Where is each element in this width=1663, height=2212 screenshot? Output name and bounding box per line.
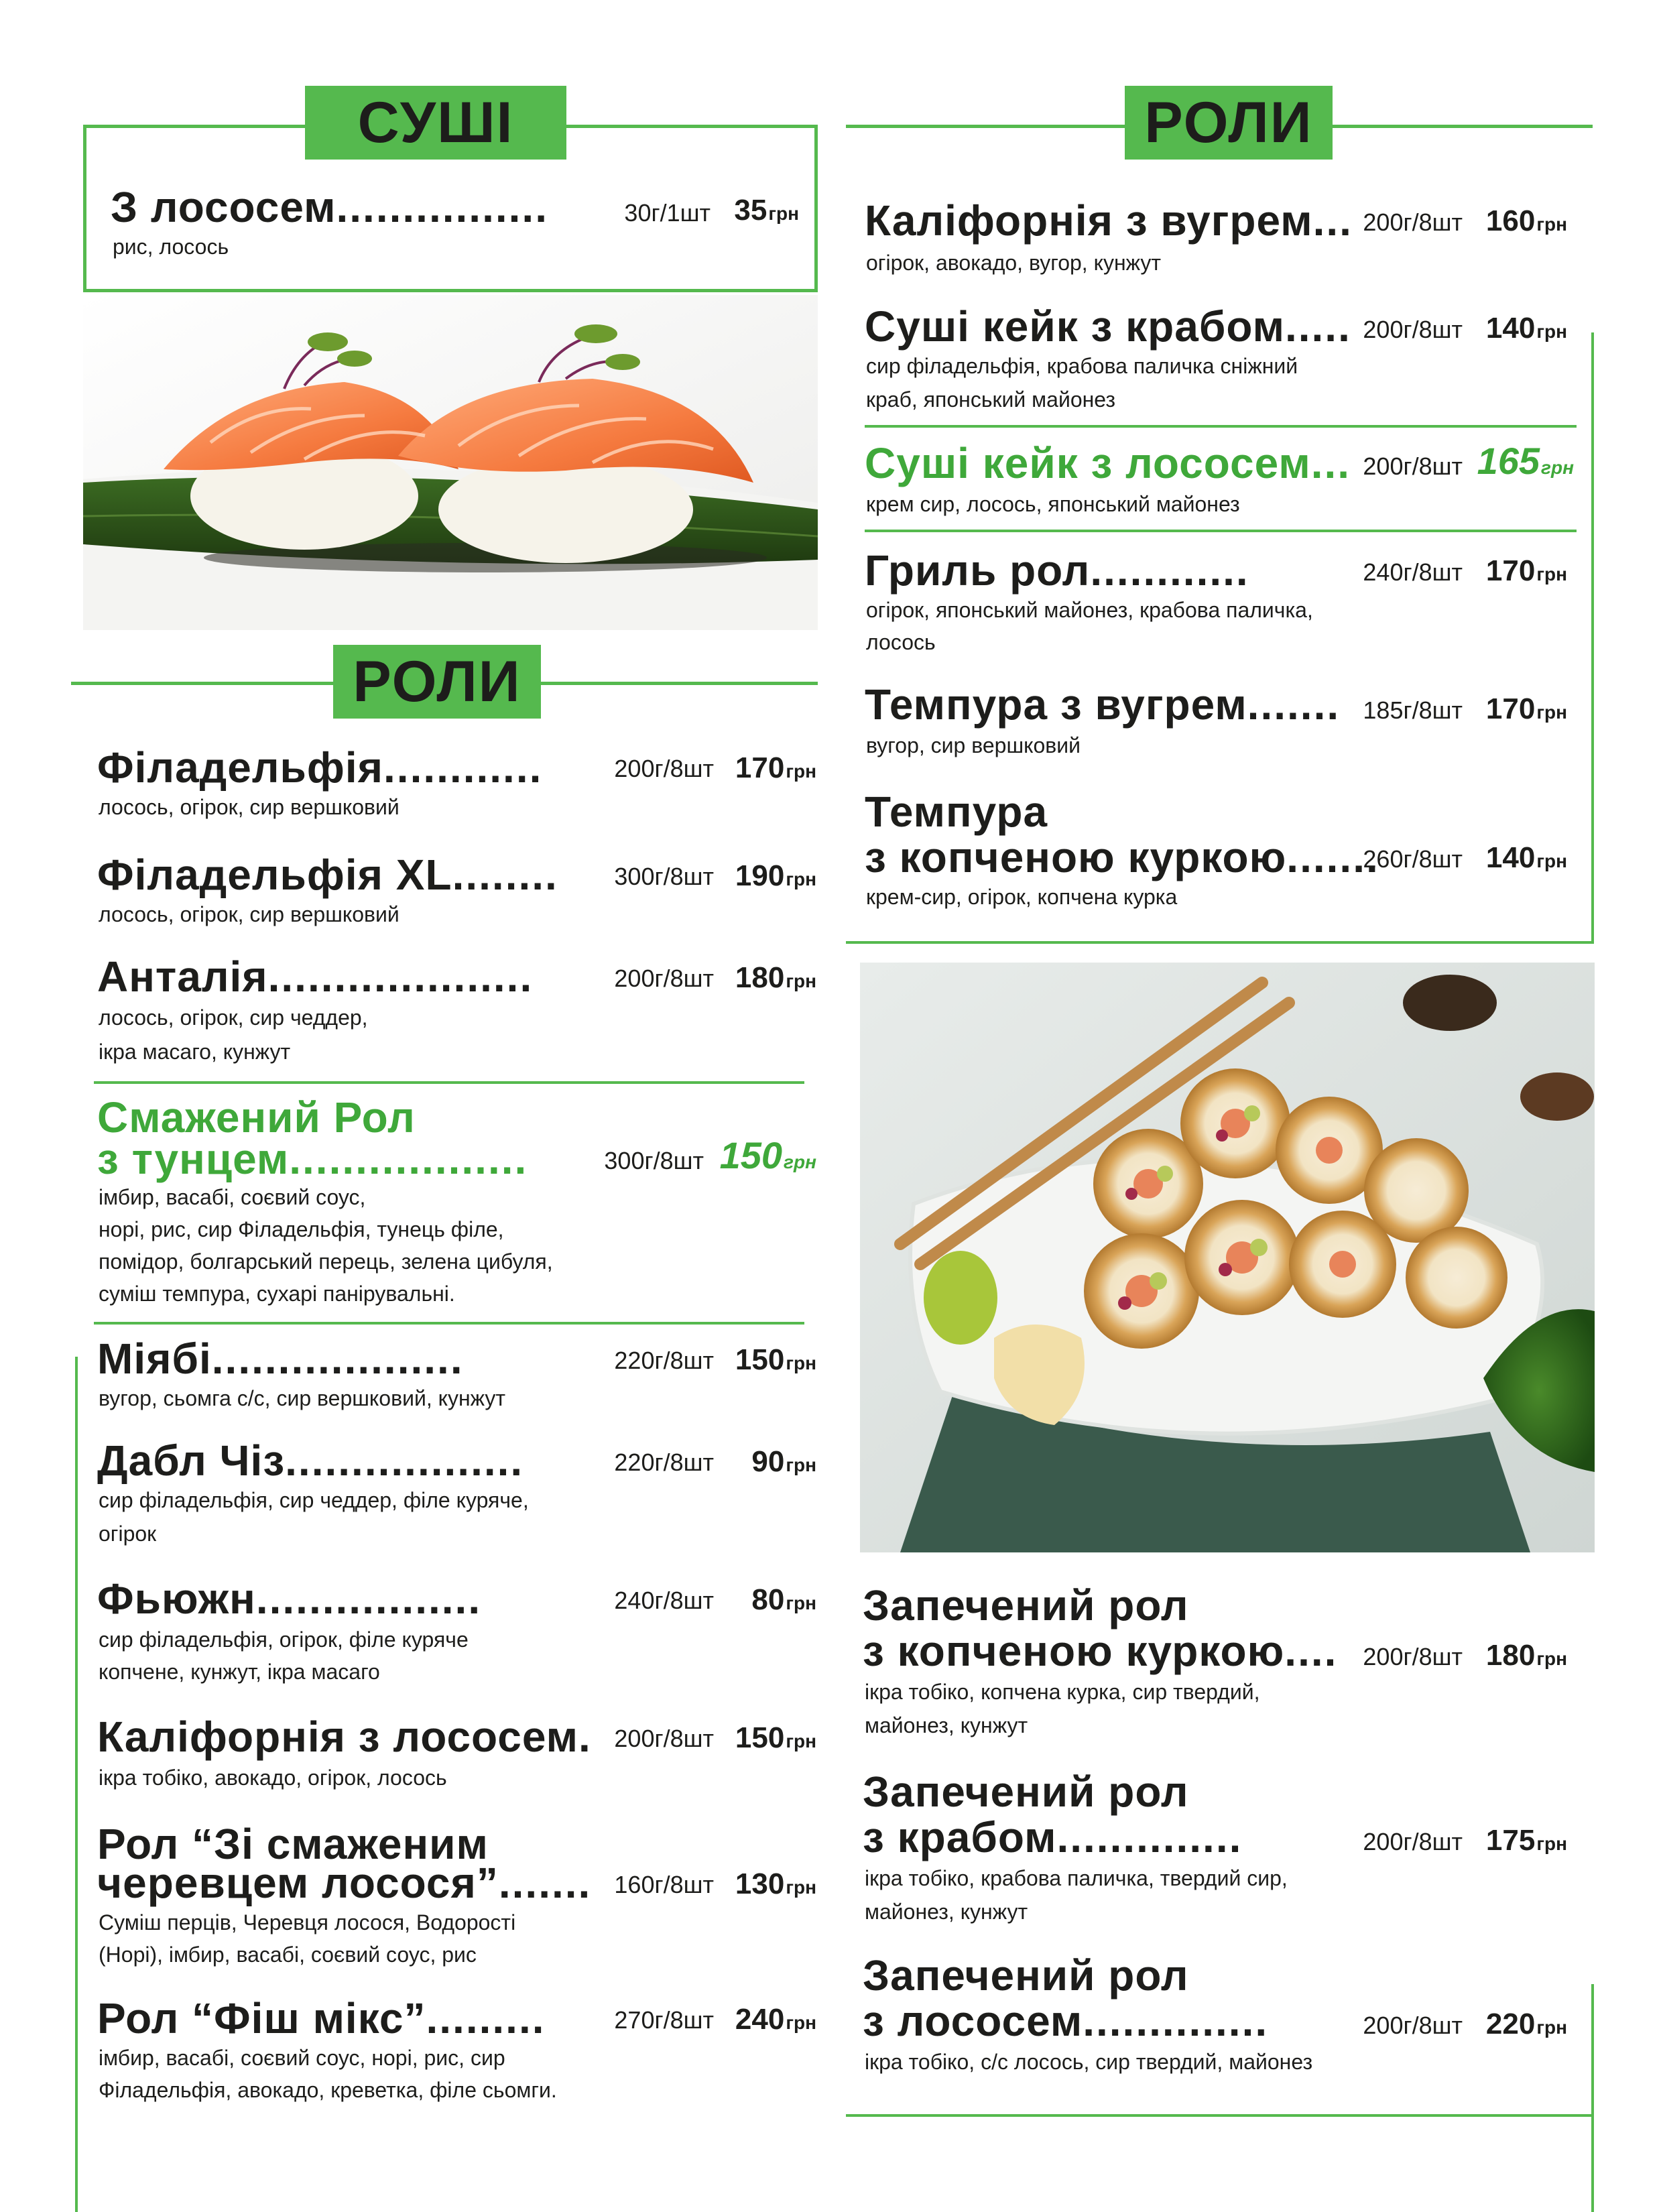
menu-item-name: Міябі...................: [97, 1335, 464, 1383]
menu-item-weight: 200г/8шт: [1363, 2012, 1463, 2039]
menu-item-name: Рол “Фіш мікс”.........: [97, 1994, 546, 2042]
menu-item-description: ікра тобіко, авокадо, огірок, лосось: [99, 1766, 447, 1790]
baked-vertical-line: [1591, 1984, 1594, 2212]
menu-item-weight: 200г/8шт: [614, 755, 714, 782]
menu-item-description: ікра тобіко, копчена курка, сир твердий,: [865, 1680, 1260, 1704]
baked-bottom-line: [846, 2114, 1594, 2117]
menu-item-price: 170грн: [735, 751, 816, 784]
menu-item-name-highlight: з тунцем..................: [97, 1135, 528, 1183]
menu-item-weight: 30г/1шт: [624, 199, 711, 227]
menu-item-description: огірок, японський майонез, крабова паличка,: [866, 598, 1313, 622]
menu-item-weight: 220г/8шт: [614, 1449, 714, 1476]
menu-item-weight: 200г/8шт: [614, 965, 714, 992]
menu-item-description: помідор, болгарський перець, зелена цибуля,: [99, 1249, 553, 1274]
menu-item-name: Дабл Чіз..................: [97, 1436, 524, 1485]
sushi-box-left-line: [83, 125, 86, 292]
menu-item-description: суміш темпура, сухарі панірувальні.: [99, 1282, 455, 1306]
menu-item-price-highlight: 165грн: [1477, 440, 1574, 482]
menu-item-price: 90грн: [751, 1445, 816, 1478]
menu-item-price: 220грн: [1485, 2008, 1567, 2040]
menu-item-price: 240грн: [735, 2003, 816, 2036]
menu-item-price: 160грн: [1485, 204, 1567, 237]
menu-item-description: вугор, сьомга с/с, сир вершковий, кунжут: [99, 1386, 506, 1410]
menu-item-name: Темпура з вугрем.......: [865, 680, 1341, 729]
rolls-right-divider-1: [865, 425, 1577, 428]
rolls-left-section-title: РОЛИ: [333, 645, 541, 719]
menu-item-name: Суші кейк з крабом.....: [865, 302, 1351, 351]
menu-item-name: черевцем лосося”.......: [97, 1859, 592, 1907]
menu-item-description: імбир, васабі, соєвий соус, норі, рис, сир: [99, 2046, 505, 2070]
menu-item-description: Суміш перців, Черевця лосося, Водорості: [99, 1910, 516, 1934]
sushi-section-title: СУШІ: [305, 86, 566, 160]
rolls-right-vertical-line: [1591, 332, 1594, 944]
menu-item-description: ікра тобіко, с/с лосось, сир твердий, майонез: [865, 2050, 1313, 2074]
menu-item-price: 130грн: [735, 1867, 816, 1900]
sushi-box-right-line: [814, 125, 818, 292]
menu-item-name: Темпура: [865, 788, 1048, 836]
menu-item-name: Запечений рол: [863, 1581, 1189, 1630]
menu-item-price: 190грн: [735, 859, 816, 892]
menu-item-weight: 200г/8шт: [1363, 1828, 1463, 1855]
menu-item-name: Анталія....................: [97, 953, 534, 1001]
menu-item-price: 170грн: [1485, 692, 1567, 725]
menu-item-description: огірок, авокадо, вугор, кунжут: [866, 251, 1162, 275]
menu-item-description: ікра масаго, кунжут: [99, 1040, 291, 1064]
menu-item-description: лосось, огірок, сир вершковий: [99, 795, 399, 819]
menu-item-weight: 200г/8шт: [1363, 1643, 1463, 1670]
menu-item-description: лосось, огірок, сир чеддер,: [99, 1005, 368, 1030]
rolls-left-vertical-line: [75, 1357, 78, 2212]
menu-item-description: сир філадельфія, огірок, філе куряче: [99, 1627, 469, 1652]
menu-item-weight: 200г/8шт: [1363, 208, 1463, 236]
menu-item-price: 35грн: [734, 194, 799, 227]
menu-item-description: ікра тобіко, крабова паличка, твердий сир,: [865, 1866, 1288, 1890]
menu-item-name-highlight: Суші кейк з лососем...: [865, 439, 1351, 487]
menu-item-name: Каліфорнія з вугрем...: [865, 196, 1353, 245]
menu-item-name: з копченою куркою.......: [865, 833, 1379, 881]
menu-item-description: лосось, огірок, сир вершковий: [99, 902, 399, 926]
menu-item-description: норі, рис, сир Філадельфія, тунець філе,: [99, 1217, 504, 1241]
menu-item-name: Філадельфія............: [97, 743, 543, 792]
menu-item-description: крем-сир, огірок, копчена курка: [866, 885, 1178, 909]
menu-item-weight: 260г/8шт: [1363, 845, 1463, 873]
rolls-right-bottom-line: [846, 941, 1594, 944]
menu-item-weight: 300г/8шт: [604, 1147, 704, 1174]
menu-item-price: 150грн: [735, 1721, 816, 1754]
menu-item-price: 175грн: [1485, 1824, 1567, 1857]
menu-item-name: Гриль рол............: [865, 546, 1249, 595]
menu-item-weight: 200г/8шт: [1363, 316, 1463, 343]
menu-item-weight: 240г/8шт: [1363, 558, 1463, 586]
menu-item-name: Фьюжн.................: [97, 1575, 482, 1623]
menu-item-weight: 200г/8шт: [614, 1725, 714, 1752]
menu-item-weight: 300г/8шт: [614, 863, 714, 890]
menu-item-price: 80грн: [751, 1583, 816, 1616]
menu-item-description: сир філадельфія, сир чеддер, філе куряче,: [99, 1488, 529, 1512]
menu-item-name: з крабом..............: [863, 1813, 1243, 1861]
menu-item-description: (Норі), імбир, васабі, соєвий соус, рис: [99, 1943, 477, 1967]
menu-item-name: з лососем..............: [863, 1997, 1269, 2045]
menu-item-price: 180грн: [735, 961, 816, 994]
menu-item-price: 140грн: [1485, 312, 1567, 345]
rolls-left-divider-1: [94, 1081, 804, 1084]
menu-item-price: 140грн: [1485, 841, 1567, 874]
menu-item-description: імбир, васабі, соєвий соус,: [99, 1185, 366, 1209]
menu-item-weight: 270г/8шт: [614, 2006, 714, 2034]
menu-item-description: вугор, сир вершковий: [866, 733, 1081, 757]
menu-item-description: копчене, кунжут, ікра масаго: [99, 1660, 380, 1684]
menu-item-name: Філадельфія XL........: [97, 851, 558, 899]
fried-roll-photo: [860, 963, 1595, 1552]
menu-item-price-highlight: 150грн: [719, 1134, 816, 1176]
rolls-right-divider-2: [865, 530, 1577, 532]
sushi-box-bottom-line: [83, 289, 818, 292]
menu-item-name-highlight: Смажений Рол: [97, 1093, 416, 1142]
menu-item-price: 150грн: [735, 1343, 816, 1376]
sushi-salmon-photo: [83, 295, 818, 630]
menu-item-description: огірок: [99, 1522, 157, 1546]
menu-item-price: 180грн: [1485, 1639, 1567, 1672]
menu-item-description: Філадельфія, авокадо, креветка, філе сьомги.: [99, 2078, 557, 2102]
rolls-right-section-title: РОЛИ: [1125, 86, 1333, 160]
menu-item-description: крем сир, лосось, японський майонез: [866, 492, 1240, 516]
menu-item-description: сир філадельфія, крабова паличка сніжний: [866, 354, 1298, 378]
menu-item-name: З лососем................: [111, 183, 548, 231]
menu-item-name: Запечений рол: [863, 1951, 1189, 2000]
rolls-left-divider-2: [94, 1322, 804, 1325]
menu-item-weight: 220г/8шт: [614, 1347, 714, 1374]
menu-item-description: краб, японський майонез: [866, 387, 1116, 412]
menu-item-description: рис, лосось: [113, 235, 229, 259]
menu-item-description: майонез, кунжут: [865, 1713, 1028, 1737]
menu-item-weight: 160г/8шт: [614, 1871, 714, 1898]
menu-item-price: 170грн: [1485, 554, 1567, 587]
menu-item-name: Запечений рол: [863, 1768, 1189, 1816]
menu-item-name: Каліфорнія з лососем.: [97, 1713, 592, 1761]
menu-item-weight: 185г/8шт: [1363, 696, 1463, 724]
menu-item-description: лосось: [866, 630, 936, 654]
menu-item-weight: 240г/8шт: [614, 1587, 714, 1614]
menu-item-description: майонез, кунжут: [865, 1900, 1028, 1924]
menu-item-name: Рол “Зі смаженим: [97, 1820, 489, 1868]
menu-item-weight: 200г/8шт: [1363, 452, 1463, 480]
menu-item-name: з копченою куркою....: [863, 1627, 1338, 1675]
